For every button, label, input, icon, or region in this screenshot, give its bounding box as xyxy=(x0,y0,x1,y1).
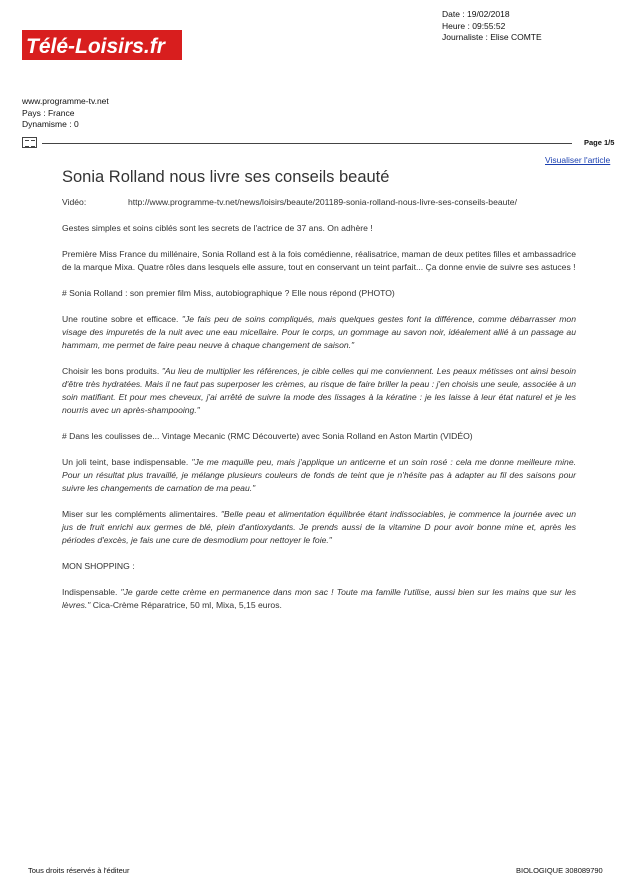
time-label: Heure : 09:55:52 xyxy=(442,20,506,31)
related-link-1[interactable]: # Sonia Rolland : son premier film Miss, autobiographique ? Elle nous répond (PHOTO) xyxy=(62,288,395,298)
date-label: Date : 19/02/2018 xyxy=(442,9,510,19)
paragraph-4-lead: Un joli teint, base indispensable. xyxy=(62,457,192,467)
paragraph-4 xyxy=(62,456,576,495)
paragraph-5 xyxy=(62,508,576,547)
document-icon xyxy=(22,137,37,148)
paragraph-2-quote: "Je fais peu de soins compliqués, mais quelques gestes font la différence, comme débarrasser mon visage des impuretés de la nuit avec une eau micellaire. Pour le corps, un gommage au savon noir, idéalement allié à un passage au hammam, me permet de faire peau neuve à chaque changement de saison." xyxy=(62,314,576,350)
paragraph-6-lead: Indispensable. xyxy=(62,587,121,597)
paragraph-5-lead: Miser sur les compléments alimentaires. xyxy=(62,509,221,519)
paragraph-6-quote: "Je garde cette crème en permanence dans mon sac ! Toute ma famille l'utilise, aussi bien sur les mains que sur les lèvres." xyxy=(62,587,577,610)
article-body xyxy=(62,196,576,625)
paragraph-5-quote: "Belle peau et alimentation équilibrée étant indissociables, je commence la journée avec un jus de fruit enrichi aux germes de blé, plein d'antioxydants. Je prends aussi de la vitamine D pour avoir bonne mine et, après les périodes d'excès, je fais une cure de desmodium pour nettoyer le foie." xyxy=(62,509,576,545)
tele-loisirs-logo xyxy=(22,30,182,60)
paragraph-2-lead: Une routine sobre et efficace. xyxy=(62,314,182,324)
journalist-label: Journaliste : Elise COMTE xyxy=(442,32,542,42)
site-url: www.programme-tv.net xyxy=(22,96,109,106)
header-divider xyxy=(42,143,572,144)
paragraph-1: Première Miss France du millénaire, Sonia Rolland est à la fois comédienne, réalisatrice, maman de deux petites filles et ambassadrice de la marque Mixa. Quatre rôles dans lesquels elle assure, tout en conservant un teint parfait... Ça donne envie de suivre ses astuces ! xyxy=(62,249,576,272)
paragraph-2 xyxy=(62,313,576,352)
article-title: Sonia Rolland nous livre ses conseils beauté xyxy=(62,168,390,186)
video-url[interactable]: http://www.programme-tv.net/news/loisirs/beaute/201189-sonia-rolland-nous-livre-ses-conseils-beaute/ xyxy=(128,197,517,207)
paragraph-4-quote: "Je me maquille peu, mais j'applique un anticerne et un soin rosé : cela me donne meilleure mine. Pour un résultat plus travaillé, je mélange plusieurs couleurs de fonds de teint que je n'hésite pas à adapter au fil des saisons pour suivre les changements de carnation de ma peau." xyxy=(62,457,576,493)
related-link-2[interactable]: # Dans les coulisses de... Vintage Mecanic (RMC Découverte) avec Sonia Rolland en Aston Martin (VIDÉO) xyxy=(62,431,473,441)
logo-text: Télé-Loisirs.fr xyxy=(26,35,165,58)
paragraph-3-quote: "Au lieu de multiplier les références, je cible celles qui me conviennent. Les peaux métisses ont ainsi besoin d'être très hydratées. Mais il ne faut pas superposer les crèmes, au risque de faire briller la peau : j'en choisis une seule, associée à un soin matifiant. Et pour mes cheveux, j'ai arrêté de suivre la mode des lissages à la kératine : je les laisse à leur état naturel et je les nourris avec un après-shampooing." xyxy=(62,366,576,415)
dynamism-label: Dynamisme : 0 xyxy=(22,119,79,129)
paragraph-3 xyxy=(62,365,576,417)
shopping-heading: MON SHOPPING : xyxy=(62,561,135,571)
video-label: Vidéo: xyxy=(62,197,87,207)
country-label: Pays : France xyxy=(22,107,75,118)
footer-rights: Tous droits réservés à l'éditeur xyxy=(28,866,130,875)
paragraph-6-tail: Cica-Crème Réparatrice, 50 ml, Mixa, 5,15 euros. xyxy=(90,600,282,610)
footer-reference: BIOLOGIQUE 308089790 xyxy=(516,866,603,875)
document-metadata xyxy=(442,9,542,44)
page-number: Page 1/5 xyxy=(584,138,615,147)
view-article-link[interactable]: Visualiser l'article xyxy=(545,155,611,165)
intro-paragraph: Gestes simples et soins ciblés sont les secrets de l'actrice de 37 ans. On adhère ! xyxy=(62,223,373,233)
paragraph-6 xyxy=(62,586,576,612)
paragraph-3-lead: Choisir les bons produits. xyxy=(62,366,162,376)
source-metadata xyxy=(22,96,109,131)
video-row xyxy=(62,196,576,209)
